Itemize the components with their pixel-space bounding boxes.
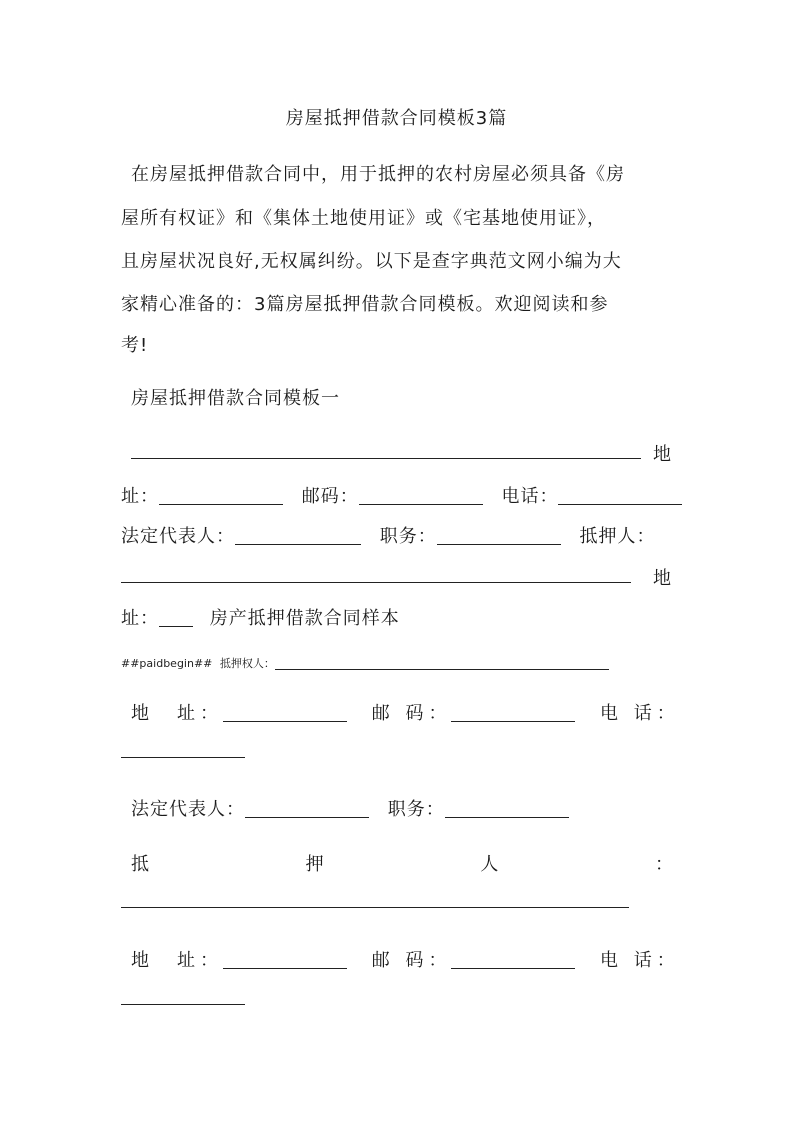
phone-blank: [558, 486, 682, 505]
zip-label: 邮 码：: [371, 703, 452, 724]
intro-line-4: 家精心准备的：3篇房屋抵押借款合同模板。欢迎阅读和参: [121, 294, 609, 315]
intro-line-1: 在房屋抵押借款合同中，用于抵押的农村房屋必须具备《房: [131, 164, 625, 185]
zip-label: 邮码：: [301, 486, 359, 507]
legal-rep-label: 法定代表人：: [121, 526, 235, 547]
mortgagor-row: [131, 850, 673, 876]
paid-marker: ##paidbegin##: [121, 657, 213, 670]
mortgagor-char-1: 抵: [131, 854, 149, 875]
address-label-start-2: 地: [653, 568, 671, 589]
address-label: 址：: [121, 608, 159, 629]
zip-blank: [451, 703, 575, 722]
paid-marker-row: [121, 655, 609, 671]
blank-line-mortgagor: [121, 564, 631, 585]
mortgagee-label: 抵押权人：: [219, 657, 275, 670]
underline-blank: [121, 889, 629, 908]
legal-rep-blank: [245, 799, 369, 818]
position-label: 职务：: [379, 526, 437, 547]
position-blank: [445, 799, 569, 818]
blank-line-company: [131, 440, 641, 461]
intro-line-5: 考!: [121, 335, 149, 356]
intro-line-3: 且房屋状况良好,无权属纠纷。以下是查字典范文网小编为大: [121, 251, 622, 272]
mortgagor-char-2: 押: [305, 854, 324, 875]
zip-blank: [359, 486, 483, 505]
sample-heading: 房产抵押借款合同样本: [209, 608, 400, 629]
mortgagor-label: 抵押人：: [579, 526, 656, 547]
underline-blank: [121, 564, 631, 583]
address-label: 址：: [121, 486, 159, 507]
legal-rep-label: 法定代表人：: [131, 799, 245, 820]
blank-line-mortgagor-2: [121, 889, 629, 910]
mortgagor-colon: ：: [654, 854, 673, 875]
address-zip-phone-row: [121, 482, 682, 508]
document-title: 房屋抵押借款合同模板3篇: [285, 108, 508, 129]
phone-blank-row: [121, 739, 245, 760]
mortgagor-char-3: 人: [480, 854, 499, 875]
position-blank: [437, 526, 561, 545]
address-zip-phone-row-2: [131, 699, 575, 725]
zip-label: 邮 码：: [371, 950, 452, 971]
address-zip-phone-row-3: [131, 946, 575, 972]
phone-blank: [121, 986, 245, 1005]
phone-label: 电 话：: [600, 950, 680, 971]
address-blank: [159, 608, 193, 627]
address-label: 地 址：: [131, 703, 223, 724]
phone-label: 电话：: [501, 486, 559, 507]
address-sample-row: [121, 604, 400, 630]
phone-blank-row-2: [121, 986, 245, 1007]
zip-blank: [451, 950, 575, 969]
underline-blank: [131, 440, 641, 459]
intro-line-2: 屋所有权证》和《集体土地使用证》或《宅基地使用证》，: [121, 208, 606, 229]
address-blank: [223, 703, 347, 722]
address-blank: [159, 486, 283, 505]
legal-rep-row-2: [131, 795, 569, 821]
section-heading: 房屋抵押借款合同模板一: [131, 388, 340, 409]
address-blank: [223, 950, 347, 969]
phone-blank: [121, 739, 245, 758]
legal-rep-blank: [235, 526, 361, 545]
position-label: 职务：: [387, 799, 445, 820]
address-label: 地 址：: [131, 950, 223, 971]
address-label-start: 地: [653, 444, 671, 465]
phone-label: 电 话：: [600, 703, 680, 724]
mortgagee-blank: [275, 659, 609, 670]
legal-rep-row: [121, 522, 655, 548]
